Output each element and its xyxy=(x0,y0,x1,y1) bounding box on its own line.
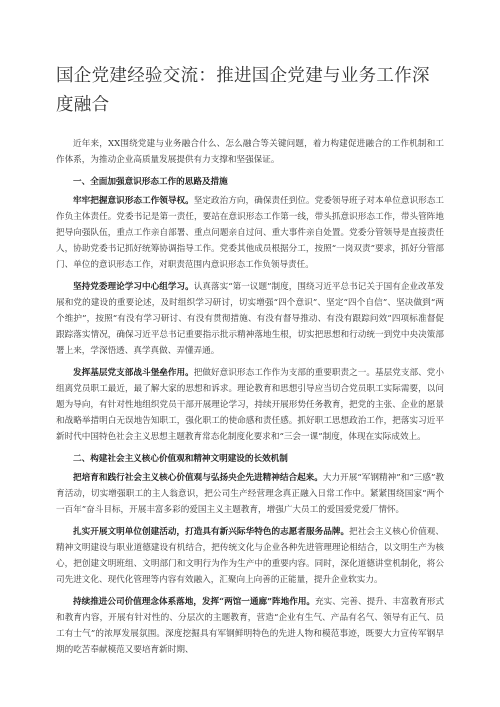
paragraph-text: 大力开展“军钢精神”和“三感”教育活动，切实增强职工的主人翁意识，把公司生产经营理念真正融入日常工作中。紧紧围绕国家“两个一百年”奋斗目标，开展丰富多彩的爱国主义主题教育，增强广大员工的爱国爱党爱厂情怀。 xyxy=(56,473,444,515)
paragraph-lead: 坚持党委理论学习中心组学习。 xyxy=(73,282,194,292)
paragraph-lead: 把培育和践行社会主义核心价值观与弘扬央企先进精神结合起来。 xyxy=(73,473,323,483)
paragraph-text: 把做好意识形态工作作为支部的重要职责之一。基层党支部、党小组离党员职工最近，最了解大家的思想和诉求。理论教育和思想引导应当切合党员职工实际需要，以问题为导向，有针对性地组织党员干部开展理论学习，持续开展形势任务教育，把党的主张、企业的愿景和战略举措明白无误地告知职工，强化职工的使命感和责任感。抓好职工思想政治工作，把落实习近平新时代中国特色社会主义思想主题教育常态化制度化要求和“三会一课”制度，体现在实际成效上。 xyxy=(56,368,444,442)
body-paragraph xyxy=(56,193,444,273)
section-heading: 二、构建社会主义核心价值观和精神文明建设的长效机制 xyxy=(73,454,288,464)
body-paragraph xyxy=(56,594,444,658)
body-paragraph xyxy=(56,279,444,359)
body-paragraph xyxy=(56,524,444,588)
paragraph-lead: 扎实开展文明单位创建活动，打造具有新兴际华特色的志愿者服务品牌。 xyxy=(73,527,350,537)
paragraph-text: 充实、完善、提升、丰富教育形式和教育内容，开展有针对性的、分层次的主题教育，营造“企业有生气、产品有名气、领导有正气、员工有士气”的浓厚发展氛围。深度挖掘具有军钢鲜明特色的先进人物和模范事迹，既要大力宣传军钢早期的吃苦奉献模范又要培育新时期、 xyxy=(56,597,444,655)
paragraph-text: 坚定政治方向，确保责任到位。党委领导班子对本单位意识形态工作负主体责任。党委书记是第一责任，要站在意识形态工作第一线，带头抓意识形态工作，带头管阵地把导向强队伍，重点工作亲自部署、重点问题亲自过问、重大事件亲自处置。党委分管领导是直接责任人，协助党委书记抓好统筹协调指导工作。党委其他成员根据分工，按照“一岗双责”要求，抓好分管部门、单位的意识形态工作，对职责范围内意识形态工作负领导责任。 xyxy=(56,196,444,270)
intro-paragraph: 近年来，XX围绕党建与业务融合什么、怎么融合等关键问题，着力构建促进融合的工作机制和工作体系，为推动企业高质量发展提供有力支撑和坚强保证。 xyxy=(56,139,444,165)
page-title: 国企党建经验交流：推进国企党建与业务工作深度融合 xyxy=(56,66,430,115)
section-heading: 一、全面加强意识形态工作的思路及措施 xyxy=(73,177,228,187)
paragraph-lead: 持续推进公司价值理念体系落地，发挥“两馆一通廊”阵地作用。 xyxy=(73,597,316,607)
body-paragraph xyxy=(56,365,444,445)
paragraph-lead: 牢牢把握意识形态工作领导权。 xyxy=(73,196,194,206)
body-paragraph xyxy=(56,470,444,518)
paragraph-text: 认真落实“第一议题”制度，围绕习近平总书记关于国有企业改革发展和党的建设的重要论述，及时组织学习研讨，切实增强“四个意识”、坚定“四个自信”、坚决做到“两个维护”，按照“有没有学习研讨、有没有贯彻措施、有没有督导推动、有没有跟踪问效”四项标准督促跟踪落实情况，确保习近平总书记重要指示批示精神落地生根，切实把思想和行动统一到党中央决策部署上来，学深悟透、真学真做、弄懂弄通。 xyxy=(56,282,444,356)
paragraph-lead: 发挥基层党支部战斗堡垒作用。 xyxy=(73,368,194,378)
paragraph-text: 把社会主义核心价值观、精神文明建设与职业道德建设有机结合，把传统文化与企业各种先进管理理论相结合，以文明生产为核心，把创建文明班组、文明部门和文明行为作为生产中的重要内容。同时，深化道德讲堂机制化，将公司先进文化、现代化管理等内容有效融入，汇聚向上向善的正能量，提升企业软实力。 xyxy=(56,527,444,585)
